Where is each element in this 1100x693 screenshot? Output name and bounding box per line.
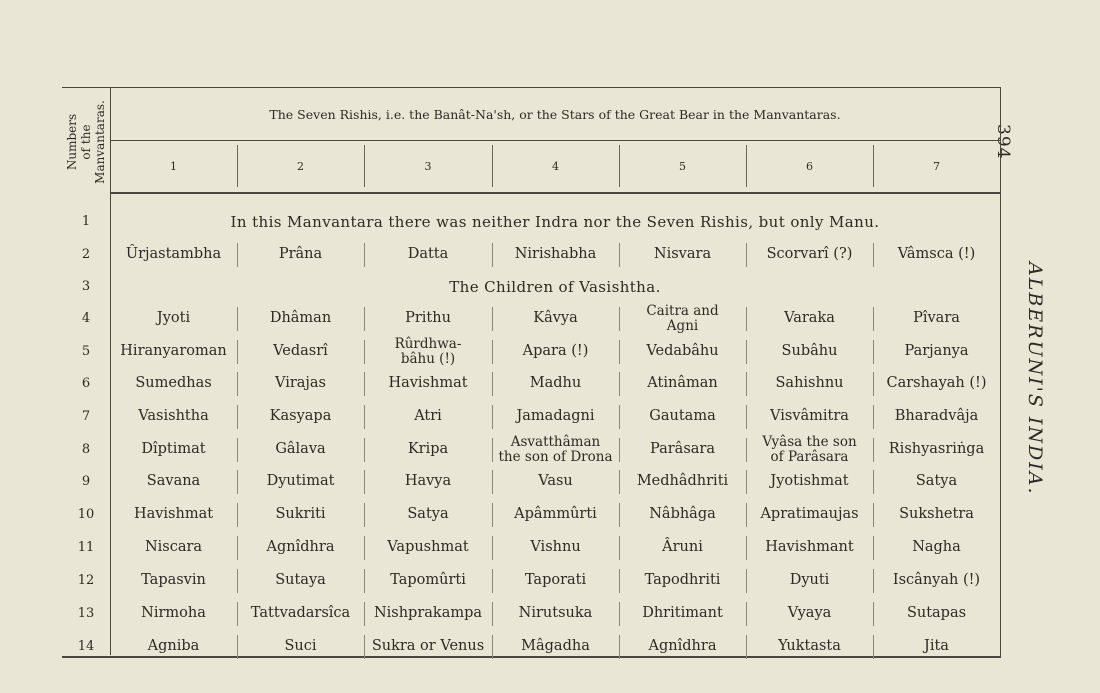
cell-separator — [492, 307, 493, 331]
manvantara-number: 2 — [81, 247, 91, 262]
cell-separator — [492, 470, 493, 494]
cell-separator — [237, 470, 238, 494]
rishi-name-cell: Jita — [924, 638, 949, 654]
cell-separator — [746, 405, 747, 429]
manvantara-number: 1 — [81, 214, 91, 229]
column-separator — [237, 145, 238, 187]
rishi-name-cell — [746, 433, 873, 466]
table-row — [62, 302, 1000, 335]
cell-separator — [492, 602, 493, 626]
rishi-name-line: Caitra and — [646, 302, 719, 319]
cell-separator — [619, 470, 620, 494]
cell-separator — [364, 635, 365, 659]
column-separator — [364, 145, 365, 187]
numbers-header-line: of the — [79, 124, 93, 160]
table-row — [62, 270, 1000, 303]
rishi-name-cell: Savana — [146, 473, 201, 489]
table-row — [62, 597, 1000, 630]
rishi-name-cell — [492, 433, 619, 466]
rishi-name-cell: Hiranyaroman — [120, 343, 227, 359]
rishi-name-cell: Nishprakampa — [373, 605, 483, 621]
table-row — [62, 465, 1000, 498]
cell-separator — [746, 536, 747, 560]
cell-separator — [492, 405, 493, 429]
cell-separator — [619, 536, 620, 560]
rishi-name-cell: Madhu — [529, 375, 582, 391]
table-row — [62, 205, 1000, 238]
rishi-name-cell: Agnîdhra — [648, 638, 717, 654]
rishi-name-cell: Apâmmûrti — [514, 506, 597, 522]
manvantara-number: 12 — [77, 573, 95, 588]
manvantara-table — [62, 87, 1001, 658]
rishi-name-cell: Havishmant — [765, 539, 854, 555]
rishi-name-cell: Havishmat — [133, 506, 214, 522]
rishi-name-cell: Nâbhâga — [649, 506, 716, 522]
rishi-name-line: Rûrdhwa- — [394, 335, 462, 352]
cell-separator — [873, 602, 874, 626]
row-note: In this Manvantara there was neither Indra nor the Seven Rishis, but only Manu. — [230, 212, 880, 231]
rishi-name-cell: Vasu — [538, 473, 573, 489]
rishi-name-cell: Sukriti — [275, 506, 326, 522]
cell-separator — [746, 503, 747, 527]
manvantara-number: 10 — [77, 507, 95, 522]
cell-separator — [492, 503, 493, 527]
cell-separator — [364, 503, 365, 527]
cell-separator — [619, 602, 620, 626]
rishi-name-cell: Gautama — [649, 408, 716, 424]
rishi-name-cell: Nagha — [912, 539, 961, 555]
rishi-name-cell: Mâgadha — [521, 638, 590, 654]
rishi-name-cell: Rishyasriṅga — [888, 441, 985, 457]
cell-separator — [492, 635, 493, 659]
cell-separator — [873, 503, 874, 527]
rishi-name-cell: Bharadvâja — [894, 408, 979, 424]
cell-separator — [619, 405, 620, 429]
rishi-name-cell: Parâsara — [650, 441, 715, 457]
table-row — [62, 498, 1000, 531]
cell-separator — [619, 243, 620, 267]
table-row — [62, 400, 1000, 433]
rishi-name-cell: Pîvara — [913, 310, 960, 326]
cell-separator — [492, 438, 493, 462]
cell-separator — [746, 243, 747, 267]
cell-separator — [873, 569, 874, 593]
rishi-name-cell: Sutapas — [906, 605, 967, 621]
rishi-name-cell: Kripa — [407, 441, 449, 457]
rishi-name-cell: Kâvya — [533, 310, 578, 326]
cell-separator — [364, 372, 365, 396]
cell-separator — [873, 307, 874, 331]
rishi-name-cell: Agnîdhra — [266, 539, 335, 555]
manvantara-number: 4 — [81, 311, 91, 326]
rishi-name-cell: Virajas — [274, 375, 326, 391]
cell-separator — [237, 602, 238, 626]
table-row — [62, 630, 1000, 663]
rishi-name-cell: Vedabâhu — [646, 343, 719, 359]
cell-separator — [873, 536, 874, 560]
column-separator — [492, 145, 493, 187]
rishi-name-cell: Nirutsuka — [518, 605, 593, 621]
column-number-4: 4 — [552, 159, 559, 173]
rishi-name-cell: Visvâmitra — [770, 408, 849, 424]
column-number-2: 2 — [297, 159, 304, 173]
rishi-name-cell: Parjanya — [904, 343, 969, 359]
cell-separator — [492, 243, 493, 267]
manvantara-number: 5 — [81, 344, 91, 359]
manvantara-number: 8 — [81, 442, 91, 457]
cell-separator — [619, 503, 620, 527]
cell-separator — [237, 243, 238, 267]
manvantara-number: 7 — [81, 409, 91, 424]
manvantara-number: 14 — [77, 639, 95, 654]
cell-separator — [619, 438, 620, 462]
table-row — [62, 238, 1000, 271]
cell-separator — [364, 438, 365, 462]
rishi-name-cell: Dhritimant — [642, 605, 723, 621]
rishi-name-cell: Atinâman — [647, 375, 718, 391]
table-row — [62, 564, 1000, 597]
rishi-name-cell: Tapasvin — [141, 572, 206, 588]
cell-separator — [364, 243, 365, 267]
rishi-name-line: of Parâsara — [770, 448, 849, 465]
table-row — [62, 433, 1000, 466]
rishi-name-cell: Tapodhriti — [644, 572, 721, 588]
rishi-name-cell: Vishnu — [530, 539, 581, 555]
rishi-name-cell: Yuktasta — [778, 638, 841, 654]
manvantara-number: 13 — [77, 606, 95, 621]
rishi-name-cell: Jamadagni — [516, 408, 595, 424]
table-row — [62, 335, 1000, 368]
cell-separator — [237, 569, 238, 593]
page-number: 394 — [993, 124, 1013, 160]
rishi-name-cell: Prithu — [405, 310, 451, 326]
rishi-name-cell: Atri — [414, 408, 442, 424]
cell-separator — [873, 405, 874, 429]
rishi-name-cell: Tattvadarsîca — [250, 605, 351, 621]
cell-separator — [746, 340, 747, 364]
rishi-name-line: Agni — [666, 317, 699, 334]
rishi-name-cell: Sukshetra — [899, 506, 974, 522]
column-separator — [619, 145, 620, 187]
rishi-name-cell: Kasyapa — [269, 408, 332, 424]
cell-separator — [237, 307, 238, 331]
rishi-name-line: the son of Drona — [498, 448, 613, 465]
manvantara-number: 11 — [77, 540, 95, 555]
rishi-name-cell: Prâna — [278, 246, 323, 262]
rishi-name-cell: Havya — [404, 473, 452, 489]
column-number-6: 6 — [806, 159, 813, 173]
numbers-header-line: Manvantaras. — [93, 100, 107, 184]
cell-separator — [619, 569, 620, 593]
cell-separator — [364, 470, 365, 494]
rishi-name-cell: Apara (!) — [522, 343, 589, 359]
rishi-name-cell: Vasishtha — [138, 408, 209, 424]
rishi-name-cell: Taporati — [524, 572, 587, 588]
numbers-column-header — [62, 88, 111, 194]
table-caption: The Seven Rishis, i.e. the Banât-Na'sh, or the Stars of the Great Bear in the Manvantaras. — [110, 88, 1000, 141]
cell-separator — [364, 602, 365, 626]
column-separator — [873, 145, 874, 187]
rishi-name-line: Asvatthâman — [510, 433, 601, 450]
rishi-name-line: bâhu (!) — [400, 350, 456, 367]
rishi-name-cell — [619, 302, 746, 335]
rishi-name-cell — [364, 335, 492, 368]
column-number-3: 3 — [424, 159, 432, 173]
rishi-name-cell: Dhâman — [269, 310, 332, 326]
cell-separator — [237, 340, 238, 364]
rishi-name-cell: Sutaya — [275, 572, 326, 588]
cell-separator — [492, 536, 493, 560]
column-number-7: 7 — [933, 159, 940, 173]
rishi-name-cell: Datta — [407, 246, 449, 262]
rishi-name-cell: Âruni — [662, 539, 703, 555]
rishi-name-cell: Sahishnu — [775, 375, 844, 391]
cell-separator — [746, 569, 747, 593]
cell-separator — [492, 372, 493, 396]
cell-separator — [746, 470, 747, 494]
rishi-name-cell: Suci — [284, 638, 317, 654]
cell-separator — [746, 635, 747, 659]
rishi-name-cell: Dyuti — [789, 572, 830, 588]
cell-separator — [364, 569, 365, 593]
rishi-name-line: Vyâsa the son — [762, 433, 857, 450]
cell-separator — [364, 536, 365, 560]
rishi-name-cell: Jyotishmat — [770, 473, 849, 489]
rishi-name-cell: Vedasrî — [273, 343, 328, 359]
cell-separator — [873, 470, 874, 494]
cell-separator — [364, 405, 365, 429]
column-number-1: 1 — [170, 159, 177, 173]
column-separator — [746, 145, 747, 187]
rishi-name-cell: Iscânyah (!) — [892, 572, 981, 588]
cell-separator — [237, 438, 238, 462]
rishi-name-cell: Ûrjastambha — [125, 246, 222, 262]
cell-separator — [492, 569, 493, 593]
cell-separator — [619, 372, 620, 396]
cell-separator — [364, 307, 365, 331]
cell-separator — [746, 438, 747, 462]
rishi-name-cell: Vâmsca (!) — [897, 246, 976, 262]
numbers-header-line: Numbers — [65, 113, 79, 171]
rishi-name-cell: Varaka — [784, 310, 835, 326]
rishi-name-cell: Tapomûrti — [390, 572, 466, 588]
rishi-name-cell: Satya — [915, 473, 958, 489]
cell-separator — [873, 635, 874, 659]
rishi-name-cell: Gâlava — [275, 441, 326, 457]
column-number-5: 5 — [679, 159, 686, 173]
cell-separator — [619, 635, 620, 659]
cell-separator — [873, 438, 874, 462]
rishi-name-cell: Dîptimat — [141, 441, 206, 457]
cell-separator — [237, 536, 238, 560]
manvantara-number: 6 — [81, 376, 91, 391]
table-row — [62, 531, 1000, 564]
cell-separator — [746, 602, 747, 626]
rishi-name-cell: Apratimaujas — [760, 506, 859, 522]
rishi-name-cell: Vyaya — [787, 605, 832, 621]
cell-separator — [873, 372, 874, 396]
cell-separator — [237, 503, 238, 527]
rishi-name-cell: Sumedhas — [135, 375, 212, 391]
manvantara-number: 3 — [81, 279, 91, 294]
rishi-name-cell: Dyutimat — [266, 473, 335, 489]
manvantara-number: 9 — [81, 474, 91, 489]
rishi-name-cell: Nirishabha — [514, 246, 597, 262]
cell-separator — [746, 372, 747, 396]
rishi-name-cell: Sukra or Venus — [371, 638, 485, 654]
cell-separator — [364, 340, 365, 364]
cell-separator — [492, 340, 493, 364]
rishi-name-cell: Carshayah (!) — [886, 375, 987, 391]
rishi-name-cell: Medhâdhriti — [636, 473, 729, 489]
rishi-name-cell: Havishmat — [388, 375, 468, 391]
cell-separator — [746, 307, 747, 331]
cell-separator — [237, 372, 238, 396]
rishi-name-cell: Niscara — [144, 539, 203, 555]
rishi-name-cell: Satya — [407, 506, 449, 522]
rishi-name-cell: Jyoti — [156, 310, 191, 326]
rishi-name-cell: Nisvara — [653, 246, 712, 262]
cell-separator — [237, 405, 238, 429]
cell-separator — [619, 307, 620, 331]
column-number-row — [110, 140, 1000, 194]
rishi-name-cell: Agniba — [147, 638, 200, 654]
cell-separator — [873, 340, 874, 364]
running-head: ALBERUNI'S INDIA. — [1024, 262, 1046, 496]
rishi-name-cell: Subâhu — [781, 343, 838, 359]
cell-separator — [237, 635, 238, 659]
rishi-name-cell: Vapushmat — [387, 539, 469, 555]
rishi-name-cell: Nirmoha — [141, 605, 206, 621]
cell-separator — [873, 243, 874, 267]
row-note: The Children of Vasishtha. — [449, 277, 661, 296]
cell-separator — [619, 340, 620, 364]
table-row — [62, 367, 1000, 400]
rishi-name-cell: Scorvarî (?) — [766, 246, 853, 262]
